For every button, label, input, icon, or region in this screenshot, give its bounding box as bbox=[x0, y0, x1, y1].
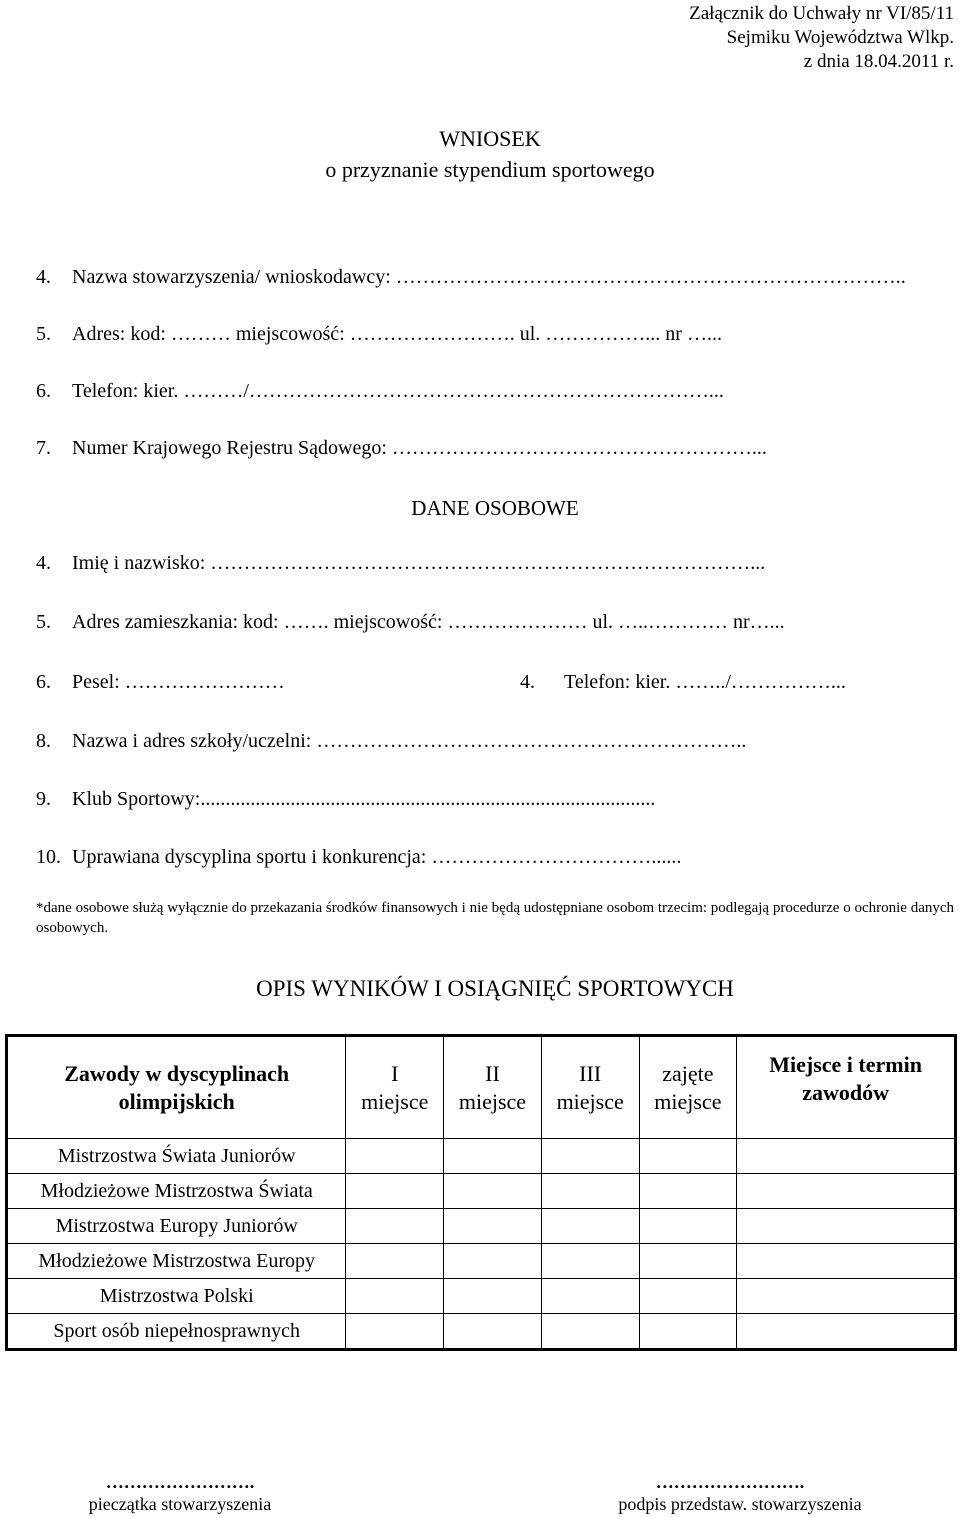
field-number: 5. bbox=[36, 323, 51, 345]
table-cell[interactable] bbox=[541, 1174, 639, 1209]
field-number: 5. bbox=[36, 611, 51, 633]
signature-label: podpis przedstaw. stowarzyszenia bbox=[618, 1494, 862, 1514]
table-cell[interactable] bbox=[444, 1279, 542, 1314]
attachment-line-3: z dnia 18.04.2011 r. bbox=[803, 51, 954, 72]
header-second-place bbox=[444, 1036, 542, 1139]
field-home-address bbox=[36, 610, 785, 634]
header-line: III bbox=[579, 1060, 602, 1086]
field-text: Nazwa stowarzyszenia/ wnioskodawcy: ………………………………………………………………….. bbox=[72, 266, 906, 288]
table-row bbox=[7, 1314, 956, 1350]
table-cell[interactable] bbox=[444, 1174, 542, 1209]
table-cell[interactable] bbox=[639, 1314, 737, 1350]
table-cell[interactable] bbox=[639, 1174, 737, 1209]
table-row bbox=[7, 1174, 956, 1209]
attachment-line-1: Załącznik do Uchwały nr VI/85/11 bbox=[689, 3, 954, 24]
field-text: Pesel: …………………… bbox=[72, 671, 285, 693]
table-cell[interactable] bbox=[444, 1209, 542, 1244]
document-subtitle: o przyznanie stypendium sportowego bbox=[325, 157, 655, 182]
field-association-name bbox=[36, 265, 906, 289]
table-row bbox=[7, 1244, 956, 1279]
table-cell[interactable] bbox=[639, 1279, 737, 1314]
field-number: 4. bbox=[520, 671, 535, 693]
field-number: 8. bbox=[36, 730, 51, 752]
stamp-label: pieczątka stowarzyszenia bbox=[88, 1494, 272, 1514]
field-text: Adres zamieszkania: kod: ……. miejscowość: ………………… ul. …..………… nr…... bbox=[72, 611, 785, 633]
field-number: 10. bbox=[36, 846, 61, 868]
results-heading: OPIS WYNIKÓW I OSIĄGNIĘĆ SPORTOWYCH bbox=[256, 976, 734, 1001]
table-cell[interactable] bbox=[444, 1244, 542, 1279]
table-cell[interactable] bbox=[737, 1209, 956, 1244]
table-cell[interactable] bbox=[346, 1174, 444, 1209]
field-number: 4. bbox=[36, 266, 51, 288]
header-line: miejsce bbox=[556, 1088, 624, 1114]
field-text: Klub Sportowy:........................................................................................... bbox=[72, 788, 656, 810]
header-place-and-date bbox=[737, 1036, 956, 1139]
field-number: 6. bbox=[36, 380, 51, 402]
field-krs-number bbox=[36, 436, 767, 460]
header-line: miejsce bbox=[654, 1088, 722, 1114]
document-title: WNIOSEK bbox=[439, 126, 541, 151]
field-number: 9. bbox=[36, 788, 51, 810]
field-discipline bbox=[36, 845, 681, 869]
row-label: Mistrzostwa Europy Juniorów bbox=[7, 1209, 346, 1244]
field-personal-phone bbox=[520, 670, 846, 694]
field-association-phone bbox=[36, 379, 724, 403]
table-cell[interactable] bbox=[737, 1314, 956, 1350]
personal-data-heading: DANE OSOBOWE bbox=[411, 496, 579, 520]
header-line: II bbox=[485, 1060, 500, 1086]
table-cell[interactable] bbox=[737, 1174, 956, 1209]
table-row bbox=[7, 1209, 956, 1244]
header-place-taken bbox=[639, 1036, 737, 1139]
field-pesel bbox=[36, 670, 285, 694]
table-cell[interactable] bbox=[346, 1139, 444, 1174]
table-cell[interactable] bbox=[346, 1314, 444, 1350]
field-text: Imię i nazwisko: ………………………………………………………………………... bbox=[72, 552, 766, 574]
table-cell[interactable] bbox=[737, 1139, 956, 1174]
table-header-row bbox=[7, 1036, 956, 1139]
table-cell[interactable] bbox=[541, 1209, 639, 1244]
field-number: 4. bbox=[36, 552, 51, 574]
data-protection-footnote: *dane osobowe służą wyłącznie do przekazania środków finansowych i nie będą udostępniane osobom trzecim: podlegają procedurze o ochronie danych osobowych. bbox=[36, 900, 955, 936]
stamp-dots: ……………………. bbox=[105, 1472, 255, 1492]
field-text: Telefon: kier. ………/……………………………………………………………... bbox=[72, 380, 724, 402]
header-line: miejsce bbox=[458, 1088, 527, 1114]
row-label: Sport osób niepełnosprawnych bbox=[7, 1314, 346, 1350]
row-label: Mistrzostwa Świata Juniorów bbox=[7, 1139, 346, 1174]
header-line: Miejsce i termin bbox=[769, 1052, 922, 1077]
header-first-place bbox=[346, 1036, 444, 1139]
table-cell[interactable] bbox=[737, 1244, 956, 1279]
table-cell[interactable] bbox=[346, 1279, 444, 1314]
field-sports-club bbox=[36, 787, 655, 811]
header-third-place bbox=[541, 1036, 639, 1139]
row-label: Młodzieżowe Mistrzostwa Świata bbox=[7, 1174, 346, 1209]
table-cell[interactable] bbox=[737, 1279, 956, 1314]
header-line: zajęte bbox=[662, 1060, 714, 1086]
table-cell[interactable] bbox=[346, 1244, 444, 1279]
attachment-line-2: Sejmiku Województwa Wlkp. bbox=[726, 27, 954, 48]
table-cell[interactable] bbox=[541, 1279, 639, 1314]
signature-dots: ……………………. bbox=[655, 1472, 805, 1492]
header-competition bbox=[7, 1036, 346, 1139]
table-cell[interactable] bbox=[444, 1139, 542, 1174]
table-cell[interactable] bbox=[444, 1314, 542, 1350]
header-line: miejsce bbox=[361, 1088, 429, 1114]
row-label: Mistrzostwa Polski bbox=[7, 1279, 346, 1314]
field-full-name bbox=[36, 551, 765, 575]
table-cell[interactable] bbox=[541, 1314, 639, 1350]
field-school bbox=[36, 729, 746, 753]
field-text: Adres: kod: ……… miejscowość: ……………………. ul. ……………... nr …... bbox=[72, 323, 722, 345]
field-number: 6. bbox=[36, 671, 51, 693]
table-cell[interactable] bbox=[639, 1209, 737, 1244]
field-number: 7. bbox=[36, 437, 51, 459]
field-text: Uprawiana dyscyplina sportu i konkurencja: ……………………………...... bbox=[72, 846, 682, 868]
header-line: zawodów bbox=[802, 1080, 889, 1105]
table-cell[interactable] bbox=[541, 1244, 639, 1279]
field-association-address bbox=[36, 322, 722, 346]
table-row bbox=[7, 1139, 956, 1174]
header-line: I bbox=[391, 1060, 399, 1086]
header-line: olimpijskich bbox=[118, 1088, 235, 1114]
table-cell[interactable] bbox=[639, 1139, 737, 1174]
header-line: Zawody w dyscyplinach bbox=[64, 1060, 290, 1086]
field-text: Numer Krajowego Rejestru Sądowego: ………………………………………………... bbox=[72, 437, 767, 459]
results-table bbox=[5, 1034, 957, 1351]
row-label: Młodzieżowe Mistrzostwa Europy bbox=[7, 1244, 346, 1279]
field-text: Nazwa i adres szkoły/uczelni: ……………………………………………………….. bbox=[72, 730, 747, 752]
table-cell[interactable] bbox=[346, 1209, 444, 1244]
table-cell[interactable] bbox=[541, 1139, 639, 1174]
table-cell[interactable] bbox=[639, 1244, 737, 1279]
field-text: Telefon: kier. ……../……………... bbox=[564, 671, 846, 693]
table-row bbox=[7, 1279, 956, 1314]
